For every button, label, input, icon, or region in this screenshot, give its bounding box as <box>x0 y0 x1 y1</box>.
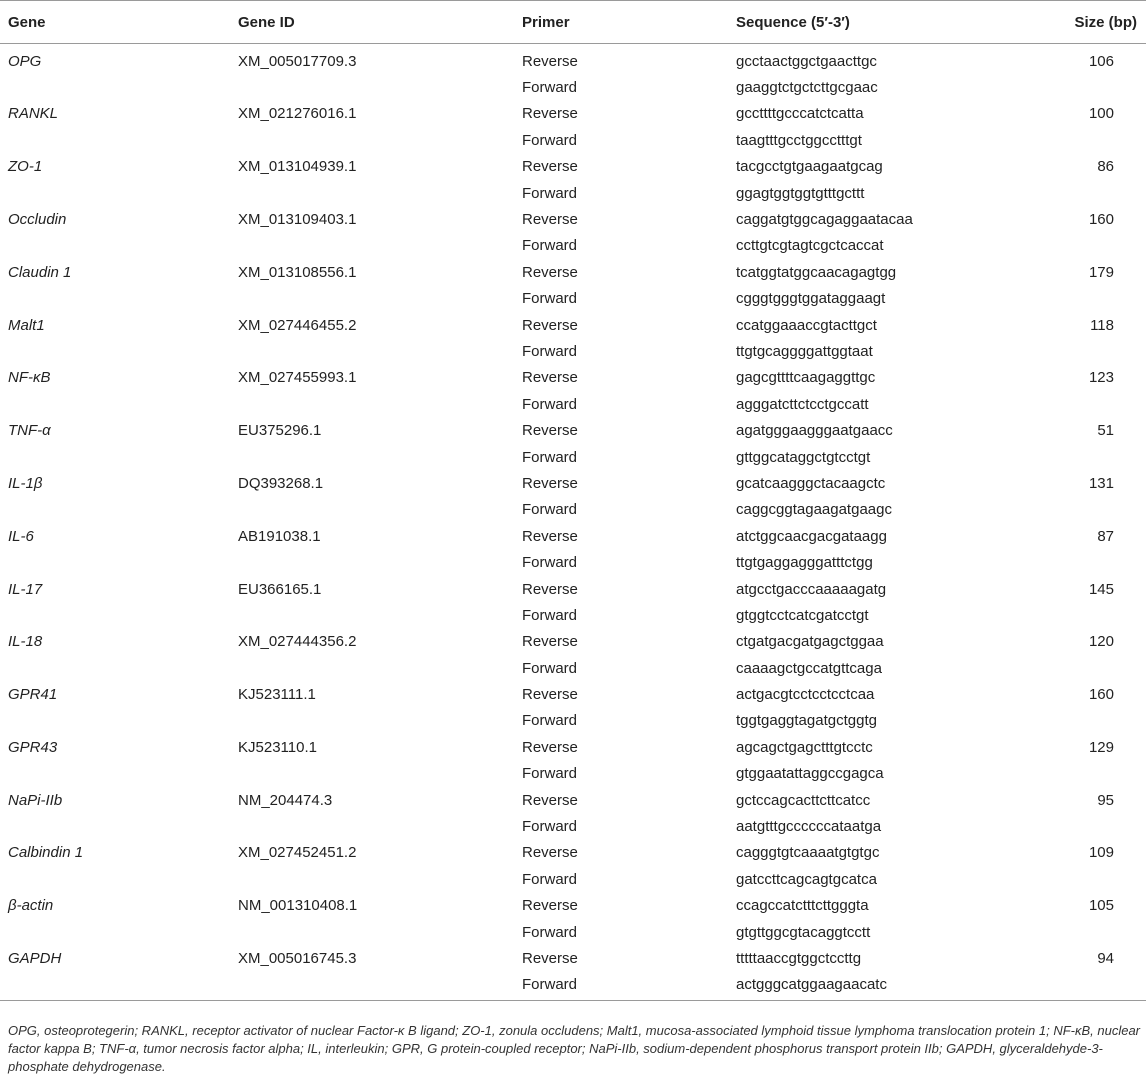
size-cell <box>1011 919 1146 945</box>
sequence-cell: actgggcatggaagaacatc <box>728 972 1011 1001</box>
gene-id-cell <box>230 972 514 1001</box>
sequence-cell: cagggtgtcaaaatgtgtgc <box>736 844 880 862</box>
sequence-cell: caggcggtagaagatgaagc <box>736 501 892 519</box>
gene-id-cell <box>230 549 514 575</box>
gene-cell <box>0 233 230 259</box>
gene-cell: GPR41 <box>8 686 58 704</box>
table-footnote: OPG, osteoprotegerin; RANKL, receptor activator of nuclear Factor-κ B ligand; ZO-1, zonula occludens; Malt1, mucosa-associated lymphoid tissue lymphoma translocation protein 1; NF-κB, nuclear factor kappa B; TNF-α, tumor necrosis factor alpha; IL, interleukin; GPR, G protein-coupled receptor; NaPi-IIb, sodium-dependent phosphorus transport protein IIb; GAPDH, glyceraldehyde-3-phosphate dehydrogenase. <box>8 1023 1141 1074</box>
sequence-cell: caaaagctgccatgttcaga <box>736 659 882 677</box>
size-cell <box>1011 444 1146 470</box>
primer-cell: Reverse <box>522 211 578 229</box>
header-primer: Primer <box>514 1 728 44</box>
sequence-cell: gaaggtctgctcttgcgaac <box>736 79 878 97</box>
gene-id-cell: NM_001310408.1 <box>238 897 358 915</box>
gene-cell <box>0 444 230 470</box>
sequence-cell: tacgcctgtgaagaatgcag <box>736 158 883 176</box>
size-cell <box>1011 74 1146 100</box>
table-row <box>0 945 1146 971</box>
table-row <box>0 866 1146 892</box>
header-sequence: Sequence (5′-3′) <box>728 1 1011 44</box>
primer-cell: Forward <box>522 131 578 149</box>
gene-id-cell: NM_204474.3 <box>238 791 333 809</box>
primer-cell: Forward <box>522 342 578 360</box>
header-size: Size (bp) <box>1011 1 1146 44</box>
gene-id-cell <box>230 233 514 259</box>
size-cell <box>1011 233 1146 259</box>
primer-cell: Reverse <box>522 686 578 704</box>
table-body <box>0 44 1146 1001</box>
size-cell: 160 <box>1088 211 1114 229</box>
primer-cell: Forward <box>522 659 578 677</box>
size-cell: 100 <box>1088 105 1114 123</box>
table-row <box>0 629 1146 655</box>
primer-cell: Forward <box>522 606 578 624</box>
gene-id-cell <box>230 444 514 470</box>
gene-cell: IL-18 <box>8 633 43 651</box>
sequence-cell: gttggcataggctgtcctgt <box>736 448 871 466</box>
sequence-cell: atgcctgacccaaaaagatg <box>736 580 887 598</box>
sequence-cell: caggatgtggcagaggaatacaa <box>736 211 913 229</box>
gene-id-cell: EU375296.1 <box>238 422 322 440</box>
primer-cell: Forward <box>522 765 578 783</box>
table-row <box>0 523 1146 549</box>
gene-cell: RANKL <box>8 105 59 123</box>
gene-cell: NF-κB <box>8 369 51 387</box>
gene-id-cell <box>230 919 514 945</box>
size-cell: 118 <box>1090 316 1114 334</box>
sequence-cell: agggatcttctcctgccatt <box>736 395 869 413</box>
table-row <box>0 101 1146 127</box>
table-row <box>0 48 1146 74</box>
table-row <box>0 233 1146 259</box>
gene-cell <box>0 549 230 575</box>
primer-cell: Reverse <box>522 369 578 387</box>
size-cell: 109 <box>1088 844 1114 862</box>
gene-cell: GAPDH <box>8 949 62 967</box>
table-row <box>0 813 1146 839</box>
gene-id-cell: XM_005016745.3 <box>238 949 357 967</box>
primer-cell: Reverse <box>522 791 578 809</box>
primer-cell: Forward <box>522 290 578 308</box>
gene-cell: IL-1β <box>8 474 43 492</box>
gene-cell <box>0 180 230 206</box>
sequence-cell: tttttaaccgtggctccttg <box>736 949 862 967</box>
sequence-cell: gcctaactggctgaacttgc <box>736 52 877 70</box>
sequence-cell: gagcgttttcaagaggttgc <box>736 369 876 387</box>
primer-cell: Forward <box>522 554 578 572</box>
primer-cell: Forward <box>522 501 578 519</box>
size-cell: 179 <box>1088 263 1114 281</box>
gene-id-cell: XM_005017709.3 <box>238 52 357 70</box>
gene-cell: ZO-1 <box>8 158 43 176</box>
table-row <box>0 154 1146 180</box>
primer-cell: Reverse <box>522 897 578 915</box>
primer-cell: Reverse <box>522 263 578 281</box>
table-row <box>0 919 1146 945</box>
size-cell <box>1011 972 1146 1001</box>
gene-id-cell <box>230 338 514 364</box>
sequence-cell: agatgggaagggaatgaacc <box>736 422 893 440</box>
sequence-cell: tggtgaggtagatgctggtg <box>736 712 877 730</box>
size-cell: 160 <box>1088 686 1114 704</box>
table-row <box>0 708 1146 734</box>
sequence-cell: ccatggaaaccgtacttgct <box>736 316 877 334</box>
gene-id-cell: EU366165.1 <box>238 580 322 598</box>
primer-cell: Forward <box>522 448 578 466</box>
sequence-cell: ttgtgcaggggattggtaat <box>736 342 873 360</box>
table-row <box>0 365 1146 391</box>
primer-cell: Reverse <box>522 158 578 176</box>
sequence-cell: atctggcaacgacgataagg <box>736 527 887 545</box>
size-cell: 87 <box>1097 527 1114 545</box>
size-cell: 123 <box>1088 369 1114 387</box>
table-row <box>0 576 1146 602</box>
table-row <box>0 391 1146 417</box>
gene-cell <box>0 602 230 628</box>
header-gene: Gene <box>0 1 230 44</box>
gene-cell <box>0 127 230 153</box>
size-cell: 51 <box>1097 422 1114 440</box>
gene-id-cell: XM_027446455.2 <box>238 316 357 334</box>
sequence-cell: cgggtgggtggataggaagt <box>736 290 886 308</box>
primer-cell: Reverse <box>522 52 578 70</box>
table-row <box>0 734 1146 760</box>
table-row <box>0 338 1146 364</box>
gene-id-cell <box>230 497 514 523</box>
size-cell: 129 <box>1088 738 1114 756</box>
table-row <box>0 681 1146 707</box>
primer-cell: Forward <box>514 972 728 1001</box>
sequence-cell: ggagtggtggtgtttgcttt <box>736 184 865 202</box>
sequence-cell: ccttgtcgtagtcgctcaccat <box>736 237 884 255</box>
size-cell: 106 <box>1088 52 1114 70</box>
gene-cell <box>0 919 230 945</box>
table-row <box>0 602 1146 628</box>
gene-id-cell <box>230 180 514 206</box>
size-cell: 120 <box>1088 633 1114 651</box>
size-cell: 86 <box>1097 158 1114 176</box>
table-row <box>0 840 1146 866</box>
size-cell: 131 <box>1088 474 1114 492</box>
table-row <box>0 259 1146 285</box>
gene-cell: IL-6 <box>8 527 34 545</box>
gene-id-cell <box>230 866 514 892</box>
size-cell <box>1011 338 1146 364</box>
gene-id-cell: XM_013109403.1 <box>238 211 357 229</box>
primer-cell: Reverse <box>522 844 578 862</box>
primer-cell: Forward <box>522 818 578 836</box>
primer-cell: Reverse <box>522 738 578 756</box>
gene-id-cell <box>230 761 514 787</box>
primer-cell: Forward <box>522 395 578 413</box>
sequence-cell: gtgttggcgtacaggtcctt <box>736 923 871 941</box>
primer-cell: Forward <box>522 184 578 202</box>
table-row <box>0 312 1146 338</box>
gene-cell: TNF-α <box>8 422 51 440</box>
primer-cell: Reverse <box>522 422 578 440</box>
sequence-cell: gatccttcagcagtgcatca <box>736 870 877 888</box>
sequence-cell: aatgtttgccccccataatga <box>736 818 882 836</box>
gene-id-cell <box>230 286 514 312</box>
primer-cell: Reverse <box>522 580 578 598</box>
gene-cell: Occludin <box>8 211 67 229</box>
size-cell <box>1011 866 1146 892</box>
size-cell <box>1011 813 1146 839</box>
gene-id-cell <box>230 74 514 100</box>
table-row <box>0 286 1146 312</box>
table-row <box>0 127 1146 153</box>
gene-id-cell: XM_013108556.1 <box>238 263 357 281</box>
primer-cell: Forward <box>522 237 578 255</box>
primer-cell: Forward <box>522 923 578 941</box>
size-cell: 94 <box>1097 949 1114 967</box>
table-row <box>0 444 1146 470</box>
size-cell: 105 <box>1088 897 1114 915</box>
gene-cell: GPR43 <box>8 738 58 756</box>
gene-cell: β-actin <box>8 897 54 915</box>
gene-id-cell <box>230 391 514 417</box>
gene-id-cell <box>230 708 514 734</box>
sequence-cell: gtggaatattaggccgagca <box>736 765 884 783</box>
header-gene-id: Gene ID <box>230 1 514 44</box>
table-row <box>0 470 1146 496</box>
size-cell <box>1011 549 1146 575</box>
gene-id-cell: DQ393268.1 <box>238 474 324 492</box>
size-cell <box>1011 602 1146 628</box>
gene-id-cell <box>230 127 514 153</box>
gene-id-cell <box>230 813 514 839</box>
gene-cell <box>0 497 230 523</box>
header-row <box>0 1 1146 44</box>
gene-id-cell: XM_027452451.2 <box>238 844 357 862</box>
table-row <box>0 893 1146 919</box>
sequence-cell: taagtttgcctggcctttgt <box>736 131 862 149</box>
table-row <box>0 417 1146 443</box>
gene-id-cell: XM_021276016.1 <box>238 105 357 123</box>
table-row <box>0 180 1146 206</box>
gene-id-cell: KJ523111.1 <box>238 686 316 704</box>
sequence-cell: tcatggtatggcaacagagtgg <box>736 263 897 281</box>
sequence-cell: actgacgtcctcctcctcaa <box>736 686 875 704</box>
table-row <box>0 787 1146 813</box>
sequence-cell: gctccagcacttcttcatcc <box>736 791 871 809</box>
gene-id-cell: XM_013104939.1 <box>238 158 357 176</box>
gene-id-cell: KJ523110.1 <box>238 738 317 756</box>
sequence-cell: ccagccatctttcttgggta <box>736 897 869 915</box>
table-row <box>0 972 1146 1001</box>
gene-id-cell: XM_027444356.2 <box>238 633 357 651</box>
table-row <box>0 761 1146 787</box>
gene-cell <box>0 813 230 839</box>
size-cell <box>1011 497 1146 523</box>
gene-cell: Claudin 1 <box>8 263 72 281</box>
sequence-cell: ctgatgacgatgagctggaa <box>736 633 884 651</box>
gene-id-cell: AB191038.1 <box>238 527 321 545</box>
table-row <box>0 206 1146 232</box>
gene-cell <box>0 338 230 364</box>
gene-cell: Malt1 <box>8 316 45 334</box>
gene-cell <box>0 655 230 681</box>
size-cell <box>1011 655 1146 681</box>
primer-cell: Forward <box>522 712 578 730</box>
primer-cell: Reverse <box>522 633 578 651</box>
sequence-cell: agcagctgagctttgtcctc <box>736 738 873 756</box>
size-cell <box>1011 127 1146 153</box>
gene-cell <box>0 708 230 734</box>
sequence-cell: gccttttgcccatctcatta <box>736 105 864 123</box>
gene-cell: Calbindin 1 <box>8 844 84 862</box>
primer-cell: Reverse <box>522 527 578 545</box>
gene-cell <box>0 286 230 312</box>
gene-cell: NaPi-IIb <box>8 791 63 809</box>
table-row <box>0 497 1146 523</box>
gene-id-cell <box>230 602 514 628</box>
table-row <box>0 549 1146 575</box>
sequence-cell: gtggtcctcatcgatcctgt <box>736 606 869 624</box>
sequence-cell: gcatcaagggctacaagctc <box>736 474 886 492</box>
primer-cell: Forward <box>522 870 578 888</box>
primer-cell: Reverse <box>522 316 578 334</box>
primer-cell: Reverse <box>522 474 578 492</box>
size-cell <box>1011 391 1146 417</box>
gene-cell <box>0 761 230 787</box>
size-cell <box>1011 708 1146 734</box>
gene-cell <box>0 866 230 892</box>
size-cell <box>1011 180 1146 206</box>
primer-cell: Forward <box>522 79 578 97</box>
table-row <box>0 74 1146 100</box>
gene-id-cell <box>230 655 514 681</box>
sequence-cell: ttgtgaggagggatttctgg <box>736 554 873 572</box>
gene-cell: OPG <box>8 52 42 70</box>
size-cell <box>1011 286 1146 312</box>
table-header <box>0 1 1146 44</box>
gene-cell <box>0 972 230 1001</box>
gene-cell: IL-17 <box>8 580 43 598</box>
primer-cell: Reverse <box>522 105 578 123</box>
gene-id-cell: XM_027455993.1 <box>238 369 357 387</box>
table-row <box>0 655 1146 681</box>
gene-cell <box>0 74 230 100</box>
primer-cell: Reverse <box>522 949 578 967</box>
gene-cell <box>0 391 230 417</box>
size-cell: 95 <box>1097 791 1114 809</box>
size-cell <box>1011 761 1146 787</box>
size-cell: 145 <box>1088 580 1114 598</box>
